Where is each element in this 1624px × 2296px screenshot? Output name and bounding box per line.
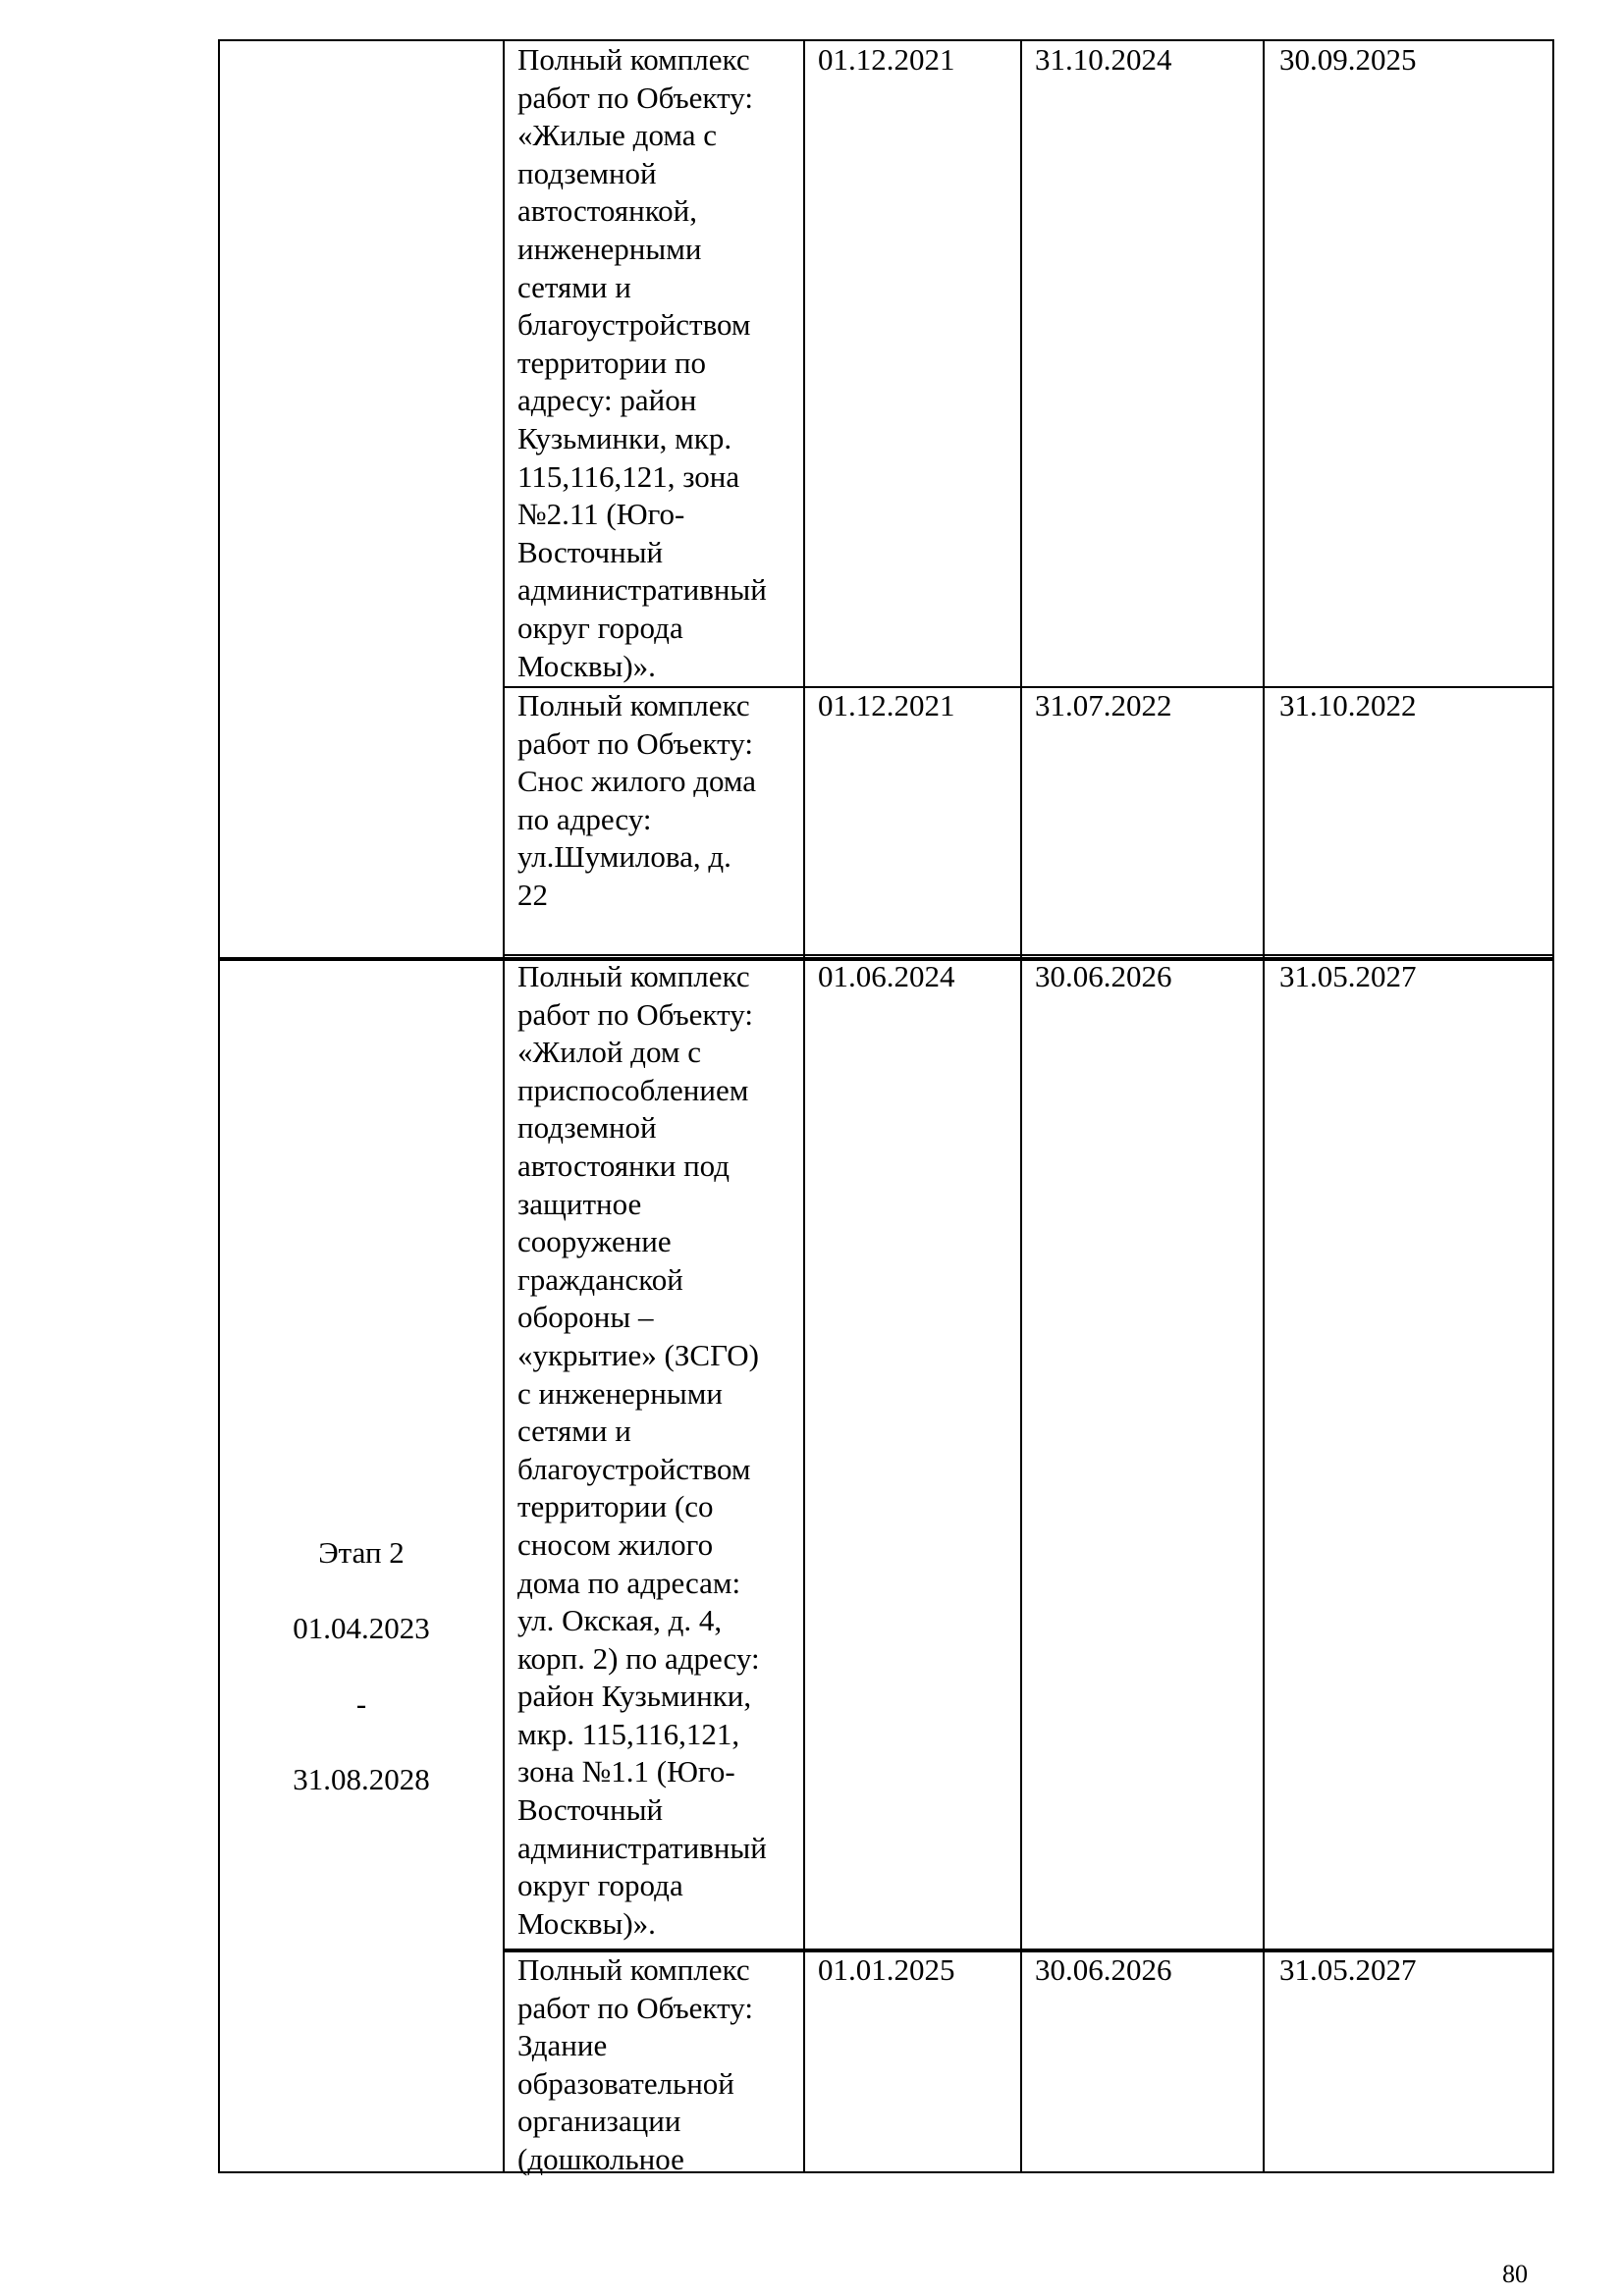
table-cell-end-date: 30.09.2025 xyxy=(1279,42,1417,77)
table-cell-end-date: 31.05.2027 xyxy=(1279,1952,1417,1987)
table-column-divider xyxy=(1020,39,1022,2173)
table-border-right xyxy=(1552,39,1554,2173)
table-cell-description: Полный комплекс работ по Объекту: Здание образовательной организации (дошкольное xyxy=(517,1952,753,2176)
table-cell-start-date: 01.01.2025 xyxy=(818,1952,955,1987)
page-number: 80 xyxy=(1502,2260,1528,2288)
table-cell-mid-date: 30.06.2026 xyxy=(1035,1952,1172,1987)
table-border-left xyxy=(218,39,220,2173)
table-cell-mid-date: 31.07.2022 xyxy=(1035,688,1172,722)
table-column-divider xyxy=(803,39,805,2173)
stage-end-date: 31.08.2028 xyxy=(293,1762,430,1797)
table-cell-description: Полный комплекс работ по Объекту: «Жилые дома с подземной автостоянкой, инженерными сетями и благоустройством территории по адресу: район Кузьминки, мкр. 115,116,121, зона №2.11 (Юго- Восточный административный округ города Москвы)». xyxy=(517,42,767,683)
table-cell-start-date: 01.12.2021 xyxy=(818,42,955,77)
table-cell-description: Полный комплекс работ по Объекту: Снос жилого дома по адресу: ул.Шумилова, д. 22 xyxy=(517,688,757,912)
table-column-divider xyxy=(1263,39,1265,2173)
stage-date-separator: - xyxy=(355,1685,367,1721)
table-cell-description: Полный комплекс работ по Объекту: «Жилой дом с приспособлением подземной автостоянки под защитное сооружение гражданской обороны – «укрытие» (ЗСГО) с инженерными сетями и благоустройством территории (со сносом жилого дома по адресам: ул. Окская, д. 4, корп. 2) по адресу: район Кузьминки, мкр. 115,116,121, зона №1.1 (Юго- Восточный административный округ города Москвы)». xyxy=(517,959,767,1941)
table-cell-mid-date: 30.06.2026 xyxy=(1035,959,1172,993)
table-cell-end-date: 31.10.2022 xyxy=(1279,688,1417,722)
table-row-divider xyxy=(503,954,1554,956)
table-cell-mid-date: 31.10.2024 xyxy=(1035,42,1172,77)
stage-cell xyxy=(220,1496,503,1837)
table-cell-start-date: 01.12.2021 xyxy=(818,688,955,722)
stage-label: Этап 2 xyxy=(318,1534,405,1570)
stage-start-date: 01.04.2023 xyxy=(293,1610,430,1645)
table-cell-start-date: 01.06.2024 xyxy=(818,959,955,993)
table-column-divider xyxy=(503,39,505,2173)
table-cell-end-date: 31.05.2027 xyxy=(1279,959,1417,993)
table-border-bottom xyxy=(218,2171,1554,2173)
